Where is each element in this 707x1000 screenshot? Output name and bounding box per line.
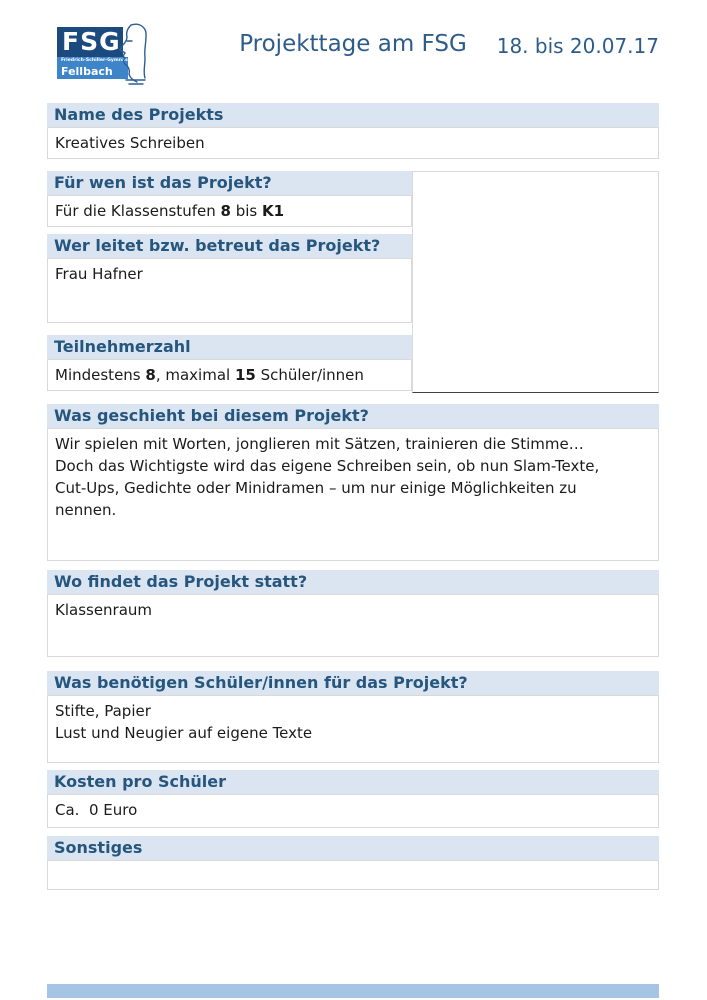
left-column [47,171,412,391]
materials-label: Was benötigen Schüler/innen für das Projekt? [47,671,659,695]
schiller-profile-icon [115,22,155,86]
page-header [47,0,659,103]
participants-text-before: Mindestens [55,366,146,384]
section-description [47,404,659,561]
audience-grade-to: K1 [261,202,285,220]
audience-text-before: Für die Klassenstufen [55,202,221,220]
leader-label: Wer leitet bzw. betreut das Projekt? [47,234,412,258]
cost-label: Kosten pro Schüler [47,770,659,794]
audience-grade-from: 8 [220,202,231,220]
section-participants [47,335,412,391]
materials-line: Stifte, Papier [55,702,151,720]
audience-value [47,195,412,227]
leader-value: Frau Hafner [47,258,412,323]
description-line: Wir spielen mit Worten, jonglieren mit Sätzen, trainieren die Stimme… [55,435,584,453]
fsg-logo-acronym-text: FSG [62,27,121,56]
misc-label: Sonstiges [47,836,659,860]
materials-line: Lust und Neugier auf eigene Texte [55,724,313,742]
description-line: Doch das Wichtigste wird das eigene Schreiben sein, ob nun Slam-Texte, [55,457,600,475]
section-project-name [47,103,659,159]
participants-text-between: , maximal [155,366,235,384]
participants-max: 15 [234,366,256,384]
section-location [47,570,659,657]
audience-label: Für wen ist das Projekt? [47,171,412,195]
fsg-logo-school-name: Friedrich-Schiller-Gymnasium [61,58,138,63]
materials-value [47,695,659,763]
misc-value [47,860,659,890]
location-value: Klassenraum [47,594,659,657]
date-range: 18. bis 20.07.17 [496,34,659,58]
fsg-logo [57,27,152,79]
photo-placeholder [412,171,659,393]
section-cost [47,770,659,828]
section-materials [47,671,659,763]
page-title: Projekttage am FSG [239,31,467,57]
two-column-row [47,171,659,393]
project-name-label: Name des Projekts [47,103,659,127]
description-value [47,428,659,561]
section-audience [47,171,412,227]
participants-text-after: Schüler/innen [255,366,364,384]
description-label: Was geschieht bei diesem Projekt? [47,404,659,428]
section-leader [47,234,412,323]
section-misc [47,836,659,890]
footer-bar [47,984,659,998]
participants-min: 8 [145,366,156,384]
audience-text-between: bis [230,202,262,220]
fsg-logo-acronym [57,27,123,57]
fsg-logo-city: Fellbach [61,64,113,78]
location-label: Wo findet das Projekt statt? [47,570,659,594]
project-name-value: Kreatives Schreiben [47,127,659,159]
description-line: Cut-Ups, Gedichte oder Minidramen – um nur einige Möglichkeiten zu [55,479,577,497]
participants-value [47,359,412,391]
participants-label: Teilnehmerzahl [47,335,412,359]
description-line: nennen. [55,501,117,519]
cost-value: Ca. 0 Euro [47,794,659,828]
